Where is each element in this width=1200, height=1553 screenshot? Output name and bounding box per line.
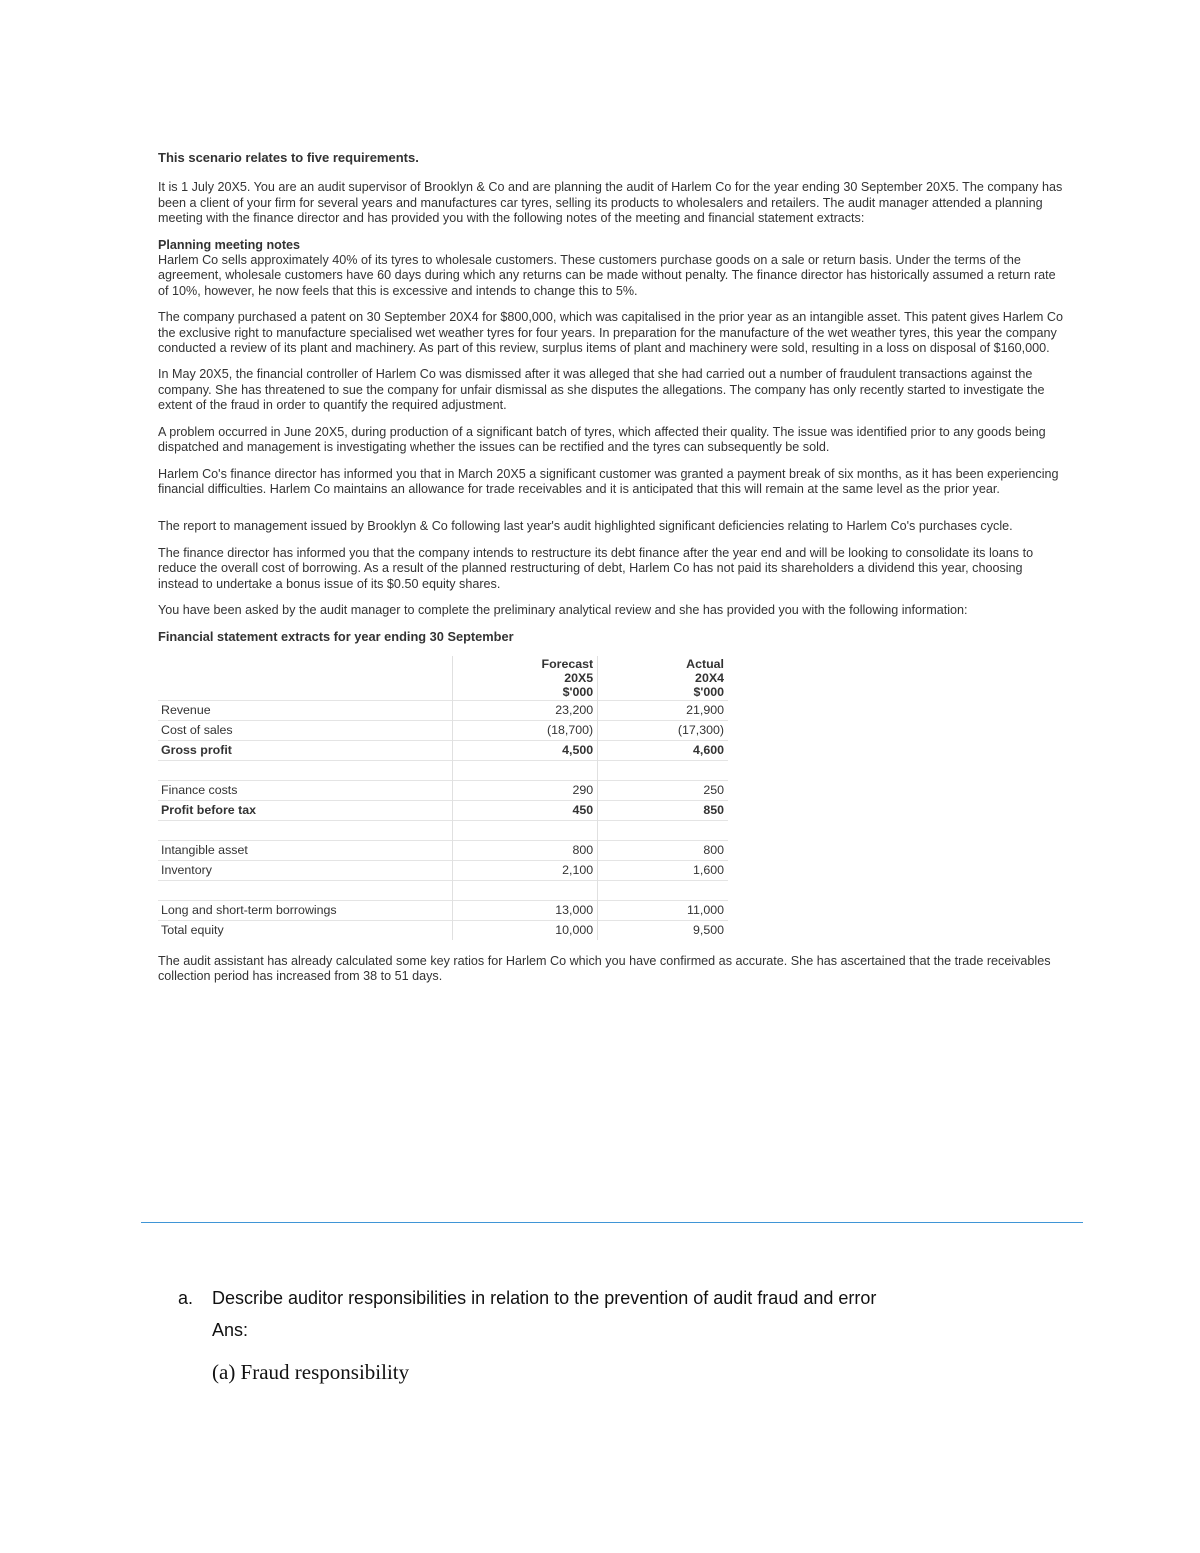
table-row	[158, 860, 728, 880]
actual-value: 1,600	[598, 860, 728, 880]
table-row	[158, 780, 728, 800]
table-spacer	[158, 760, 728, 780]
col-header: 20X4	[695, 670, 724, 685]
row-label: Total equity	[158, 920, 452, 940]
paragraph: The company purchased a patent on 30 September 20X4 for $800,000, which was capitalised in the prior year as an intangible asset. This patent gives Harlem Co the exclusive right to manufacture specialised wet weather tyres for four years. In preparation for the manufacture of the wet weather tyres, this year the company conducted a review of its plant and machinery. As part of this review, surplus items of plant and machinery were sold, resulting in a loss on disposal of $160,000.	[158, 310, 1063, 356]
paragraph: Harlem Co's finance director has informed you that in March 20X5 a significant customer was granted a payment break of six months, as it has been experiencing financial difficulties. Harlem Co maintains an allowance for trade receivables and it is anticipated that this will remain at the same level as the prior year.	[158, 466, 1059, 496]
paragraph: Harlem Co sells approximately 40% of its tyres to wholesale customers. These customers purchase goods on a sale or return basis. Under the terms of the agreement, wholesale customers have 60 days during which any returns can be made without penalty. The finance director has historically assumed a return rate of 10%, however, he now feels that this is excessive and intends to change this to 5%.	[158, 253, 1056, 298]
scenario-intro: It is 1 July 20X5. You are an audit supervisor of Brooklyn & Co and are planning the audit of Harlem Co for the year ending 30 September 20X5. The company has been a client of your firm for several years and manufactures car tyres, selling its products to wholesalers and retailers. The audit manager attended a planning meeting with the finance director and has provided you with the following notes of the meeting and financial statement extracts:	[158, 180, 1063, 226]
table-row	[158, 920, 728, 940]
col-header: Forecast	[541, 656, 594, 671]
row-label: Gross profit	[158, 740, 452, 760]
question-a	[178, 1288, 876, 1309]
question-marker: a.	[178, 1288, 194, 1308]
actual-value: 21,900	[598, 700, 728, 720]
col-header: Actual	[686, 656, 724, 671]
table-title: Financial statement extracts for year ending 30 September	[158, 629, 514, 645]
row-label: Inventory	[158, 860, 452, 880]
actual-value: 11,000	[598, 900, 728, 920]
row-label: Profit before tax	[158, 800, 452, 820]
table-header-row	[158, 656, 728, 701]
actual-value: 800	[598, 840, 728, 860]
paragraph: In May 20X5, the financial controller of Harlem Co was dismissed after it was alleged that she had carried out a number of fraudulent transactions against the company. She has threatened to sue the company for unfair dismissal as she disputes the allegations. The company has only recently started to investigate the extent of the fraud in order to quantify the required adjustment.	[158, 367, 1045, 413]
actual-value: 850	[598, 800, 728, 820]
table-row	[158, 800, 728, 820]
actual-value: 9,500	[598, 920, 728, 940]
table-row	[158, 720, 728, 740]
scenario-image	[158, 150, 1063, 996]
answer-label: Ans:	[212, 1320, 249, 1340]
col-header: 20X5	[564, 670, 594, 685]
forecast-value: 800	[452, 840, 598, 860]
forecast-value: 4,500	[452, 740, 598, 760]
table-row	[158, 700, 728, 720]
paragraph: The finance director has informed you that the company intends to restructure its debt finance after the year end and will be looking to consolidate its loans to reduce the overall cost of borrowing. As a result of the planned restructuring of debt, Harlem Co has not paid its shareholders a dividend this year, choosing instead to undertake a bonus issue of its $0.50 equity shares.	[158, 545, 1034, 591]
forecast-value: (18,700)	[452, 720, 598, 740]
forecast-value: 2,100	[452, 860, 598, 880]
row-label: Long and short-term borrowings	[158, 900, 452, 920]
table-row	[158, 740, 728, 760]
table-spacer	[158, 880, 728, 900]
financial-extracts-table	[158, 656, 728, 940]
forecast-value: 290	[452, 780, 598, 800]
question-text: Describe auditor responsibilities in relation to the prevention of audit fraud and error	[212, 1288, 877, 1308]
notes-heading: Planning meeting notes	[158, 237, 301, 252]
horizontal-divider	[141, 1222, 1083, 1223]
scenario-lead: This scenario relates to five requirements.	[158, 150, 419, 165]
col-header: $'000	[693, 684, 724, 699]
paragraph: The report to management issued by Brooklyn & Co following last year's audit highlighted significant deficiencies relating to Harlem Co's purchases cycle.	[158, 519, 1013, 534]
row-label: Cost of sales	[158, 720, 452, 740]
table-row	[158, 900, 728, 920]
actual-value: (17,300)	[598, 720, 728, 740]
row-label: Finance costs	[158, 780, 452, 800]
actual-value: 250	[598, 780, 728, 800]
forecast-value: 13,000	[452, 900, 598, 920]
table-row	[158, 840, 728, 860]
paragraph: A problem occurred in June 20X5, during production of a significant batch of tyres, which affected their quality. The issue was identified prior to any goods being dispatched and management is investigating whether the issues can be rectified and the tyres can subsequently be sold.	[158, 424, 1046, 455]
forecast-value: 450	[452, 800, 598, 820]
forecast-value: 23,200	[452, 700, 598, 720]
closing-paragraph: The audit assistant has already calculated some key ratios for Harlem Co which you have confirmed as accurate. She has ascertained that the trade receivables collection period has increased from 38 to 51 days.	[158, 953, 1051, 984]
row-label: Revenue	[158, 700, 452, 720]
table-spacer	[158, 820, 728, 840]
paragraph: You have been asked by the audit manager to complete the preliminary analytical review and she has provided you with the following information:	[158, 602, 968, 617]
col-header: $'000	[562, 684, 594, 699]
row-label: Intangible asset	[158, 840, 452, 860]
actual-value: 4,600	[598, 740, 728, 760]
sub-heading: (a) Fraud responsibility	[212, 1360, 410, 1384]
forecast-value: 10,000	[452, 920, 598, 940]
